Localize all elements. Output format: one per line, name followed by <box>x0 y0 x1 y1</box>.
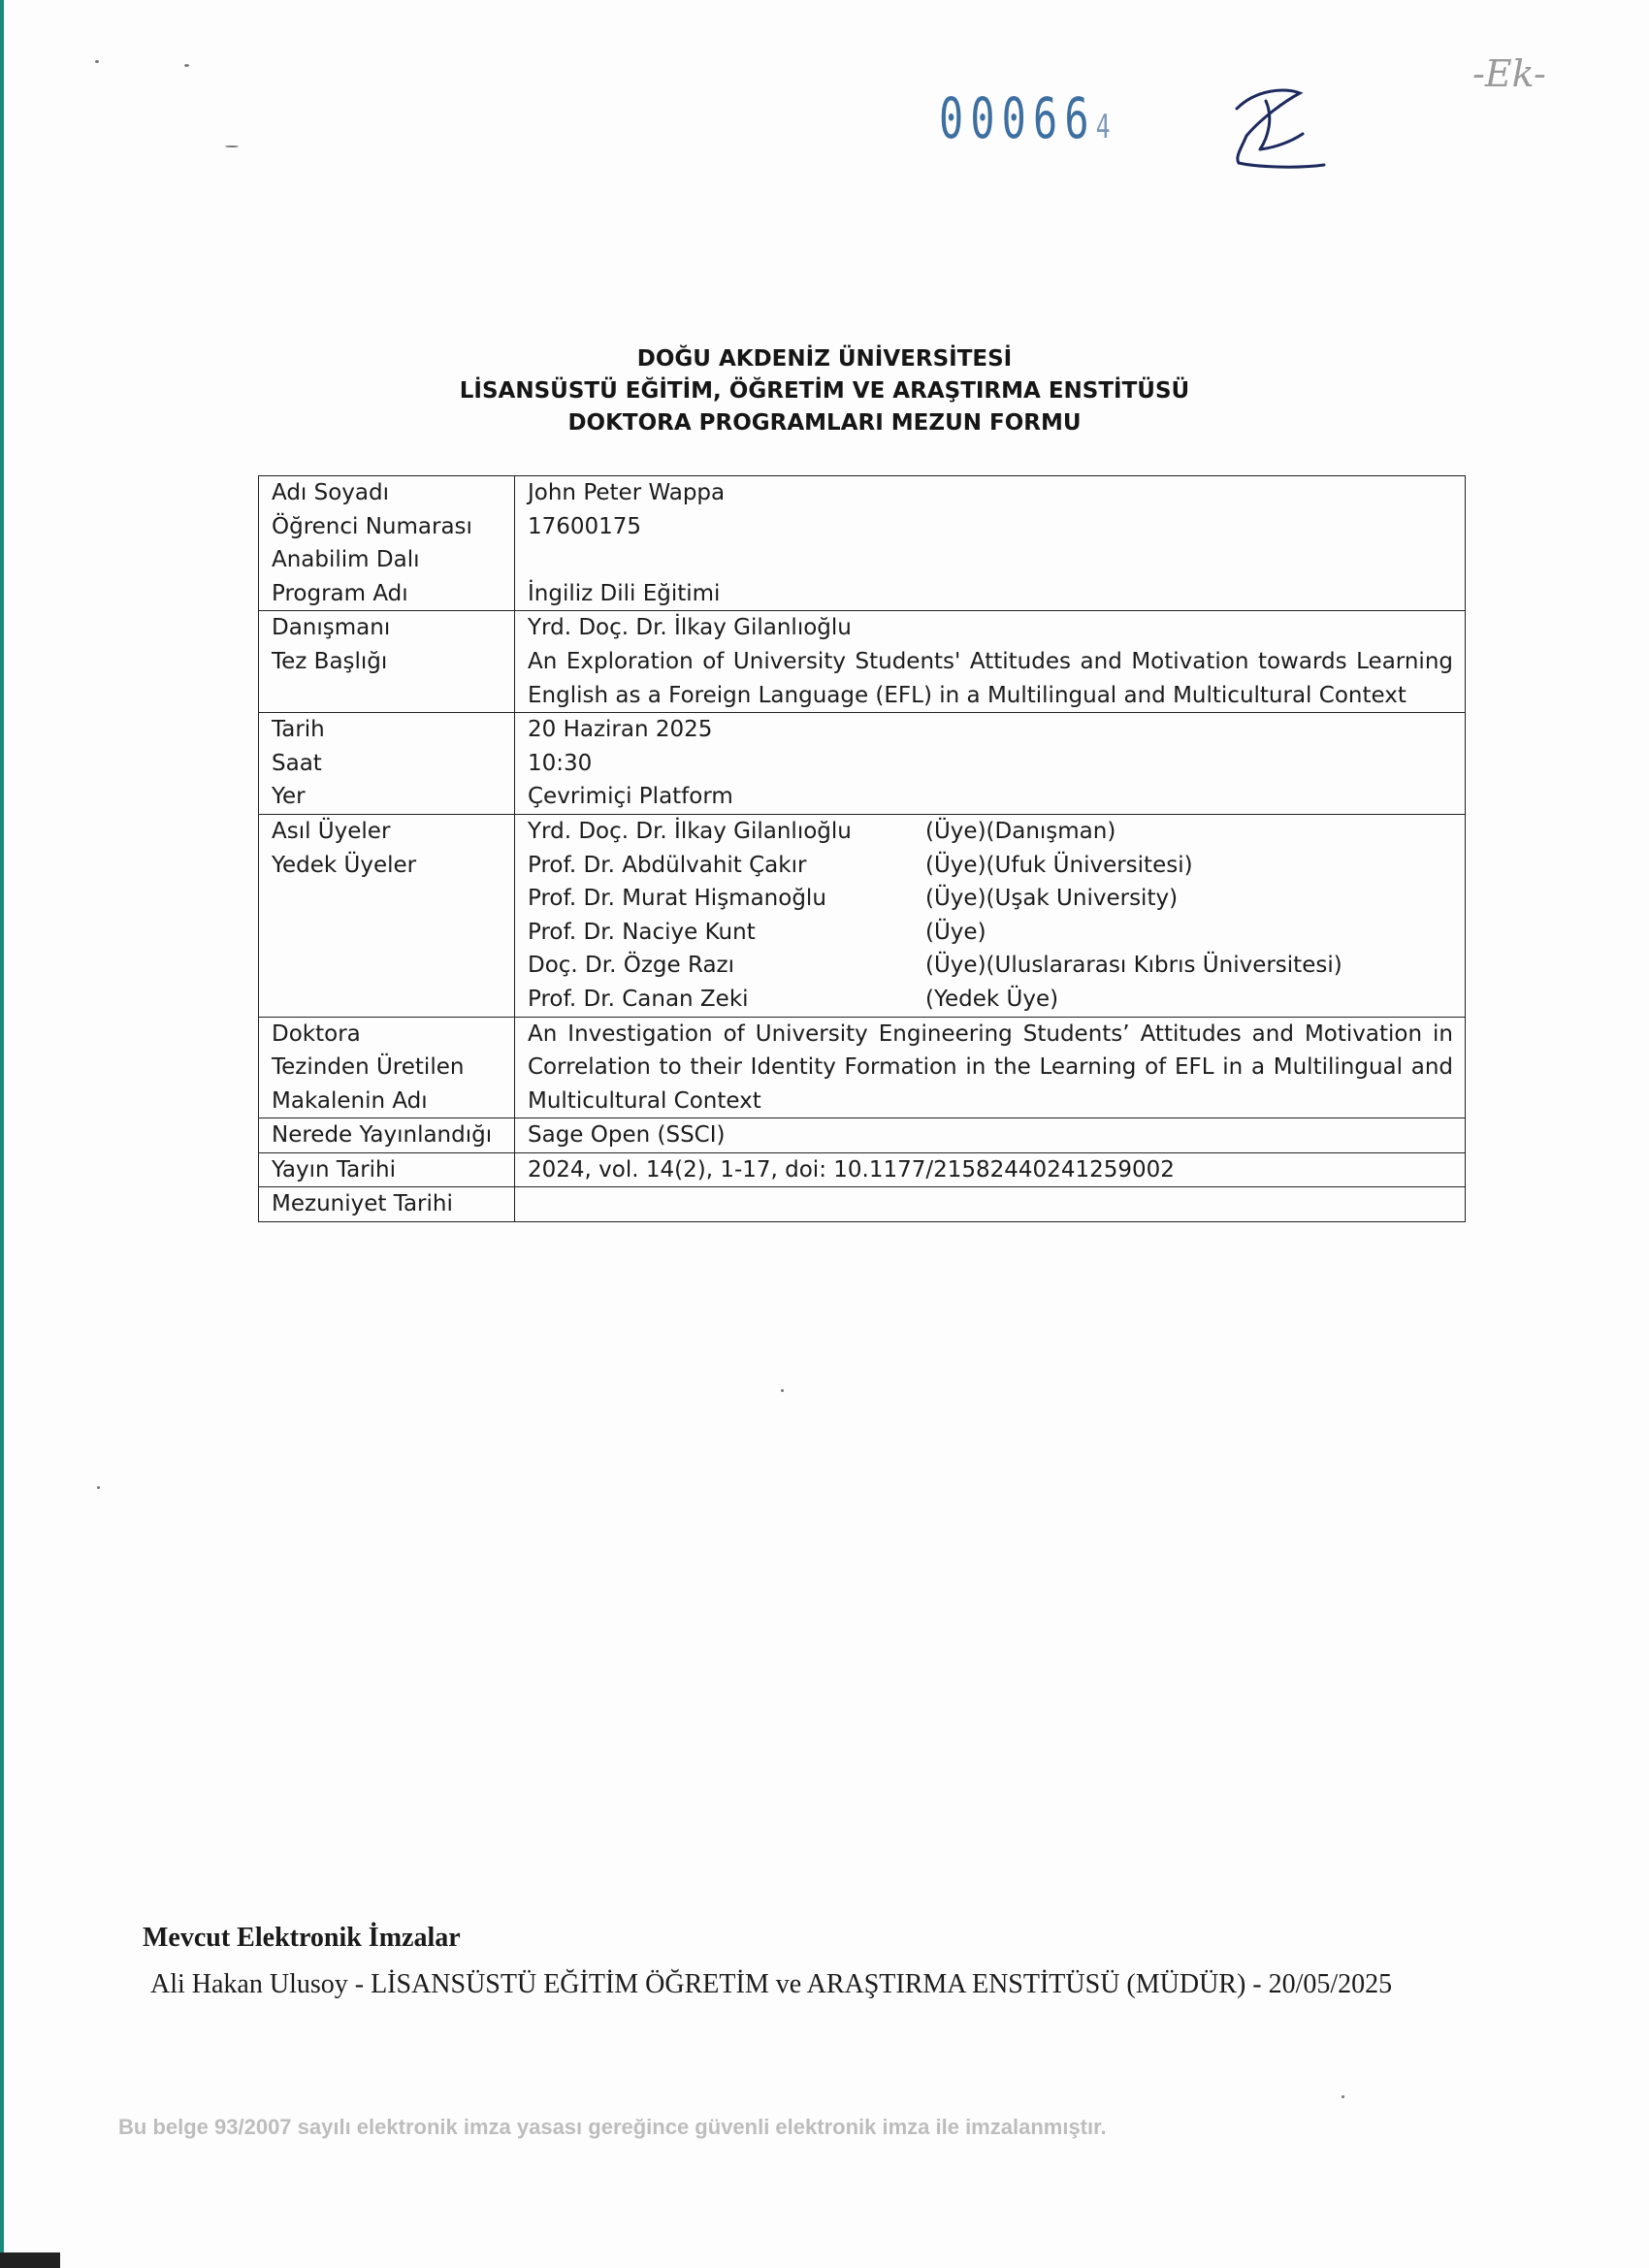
thesis-advisor: Yrd. Doç. Dr. İlkay Gilanlıoğlu <box>528 615 852 641</box>
label-article-title: Makalenin Adı <box>272 1087 428 1114</box>
committee-labels <box>259 814 515 1017</box>
committee-member <box>528 983 1465 1017</box>
student-values <box>515 476 1466 611</box>
label-department: Anabilim Dalı <box>272 547 420 573</box>
label-date: Tarih <box>272 717 325 743</box>
signature-entry: Ali Hakan Ulusoy - LİSANSÜSTÜ EĞİTİM ÖĞRETİM ve ARAŞTIRMA ENSTİTÜSÜ (MÜDÜR) - 20/05/2025 <box>150 1969 1393 1999</box>
form-header <box>0 343 1649 439</box>
scan-speck <box>95 60 99 63</box>
scan-speck <box>1342 2095 1344 2098</box>
committee-member <box>528 882 1465 916</box>
member-role: (Üye)(Uluslararası Kıbrıs Üniversitesi) <box>925 953 1342 979</box>
label-substitute-members: Yedek Üyeler <box>272 852 417 878</box>
label-student-number: Öğrenci Numarası <box>272 513 472 539</box>
publication-date-row <box>259 1152 1466 1187</box>
label-main-members: Asıl Üyeler <box>272 818 391 844</box>
student-labels <box>259 476 515 611</box>
defense-labels <box>259 713 515 815</box>
member-name: Yrd. Doç. Dr. İlkay Gilanlıoğlu <box>528 818 852 844</box>
student-name: John Peter Wappa <box>528 480 726 505</box>
committee-member <box>528 949 1465 983</box>
defense-time: 10:30 <box>528 750 593 776</box>
label-publication-date: Yayın Tarihi <box>259 1152 515 1187</box>
e-signature-note: Bu belge 93/2007 sayılı elektronik imza yasası gereğince güvenli elektronik imza ile imzalanmıştır. <box>118 2115 1107 2139</box>
label-produced-from-thesis: Tezinden Üretilen <box>272 1054 465 1081</box>
committee-row <box>259 814 1466 1017</box>
member-name: Prof. Dr. Canan Zeki <box>528 986 749 1012</box>
student-row <box>259 476 1466 611</box>
graduation-date <box>515 1187 1466 1222</box>
member-role: (Üye) <box>925 919 986 945</box>
defense-place: Çevrimiçi Platform <box>528 784 733 810</box>
label-doctorate: Doktora <box>272 1021 361 1047</box>
member-name: Prof. Dr. Naciye Kunt <box>528 919 756 945</box>
defense-row <box>259 713 1466 815</box>
member-role: (Üye)(Uşak University) <box>925 886 1179 912</box>
article-title: An Investigation of University Engineering Students’ Attitudes and Motivation in Correlation to their Identity Formation in the Learning of EFL in a Multilingual and Multicultural Context <box>528 1021 1453 1114</box>
article-values <box>515 1017 1466 1118</box>
label-graduation-date: Mezuniyet Tarihi <box>259 1187 515 1222</box>
member-role: (Yedek Üye) <box>925 986 1059 1012</box>
article-row <box>259 1017 1466 1118</box>
member-name: Doç. Dr. Özge Razı <box>528 953 734 979</box>
defense-date: 20 Haziran 2025 <box>528 717 713 743</box>
member-name: Prof. Dr. Murat Hişmanoğlu <box>528 886 826 912</box>
label-thesis-title: Tez Başlığı <box>272 648 388 674</box>
signatures-title: Mevcut Elektronik İmzalar <box>143 1923 461 1953</box>
article-labels <box>259 1017 515 1118</box>
student-program: İngiliz Dili Eğitimi <box>528 580 721 606</box>
label-place: Yer <box>272 784 306 810</box>
label-program: Program Adı <box>272 580 408 606</box>
student-department <box>528 543 1465 577</box>
defense-values <box>515 713 1466 815</box>
form-title: DOKTORA PROGRAMLARI MEZUN FORMU <box>567 410 1082 436</box>
label-name: Adı Soyadı <box>272 480 389 505</box>
member-role: (Üye)(Ufuk Üniversitesi) <box>925 852 1193 878</box>
scan-speck <box>97 1486 100 1489</box>
archive-serial-number: 000664 <box>939 85 1111 151</box>
thesis-values <box>515 611 1466 713</box>
thesis-title: An Exploration of University Students' Attitudes and Motivation towards Learning English as a Foreign Language (EFL) in a Multilingual and Multicultural Context <box>528 648 1453 708</box>
institute-name: LİSANSÜSTÜ EĞİTİM, ÖĞRETİM VE ARAŞTIRMA ENSTİTÜSÜ <box>459 378 1190 404</box>
publication-date: 2024, vol. 14(2), 1-17, doi: 10.1177/21582440241259002 <box>515 1152 1466 1187</box>
label-time: Saat <box>272 750 322 776</box>
scan-edge <box>0 0 4 2268</box>
scan-speck <box>781 1389 784 1392</box>
committee-member <box>528 815 1465 849</box>
scan-speck <box>225 146 239 147</box>
top-right-note: -Ek- <box>1472 52 1546 95</box>
venue-row <box>259 1118 1466 1153</box>
graduate-form-table <box>258 475 1466 1222</box>
committee-values <box>515 814 1466 1017</box>
label-venue: Nerede Yayınlandığı <box>259 1118 515 1153</box>
publication-venue: Sage Open (SSCI) <box>515 1118 1466 1153</box>
graduation-row <box>259 1187 1466 1222</box>
scan-corner <box>0 2252 60 2268</box>
handwritten-initial-icon <box>1217 80 1334 177</box>
member-role: (Üye)(Danışman) <box>925 818 1116 844</box>
label-advisor: Danışmanı <box>272 615 391 641</box>
committee-member <box>528 916 1465 950</box>
university-name: DOĞU AKDENİZ ÜNİVERSİTESİ <box>636 346 1013 372</box>
member-name: Prof. Dr. Abdülvahit Çakır <box>528 852 807 878</box>
student-number: 17600175 <box>528 513 642 539</box>
thesis-labels <box>259 611 515 713</box>
committee-member <box>528 849 1465 883</box>
thesis-row <box>259 611 1466 713</box>
scan-speck <box>184 64 189 67</box>
